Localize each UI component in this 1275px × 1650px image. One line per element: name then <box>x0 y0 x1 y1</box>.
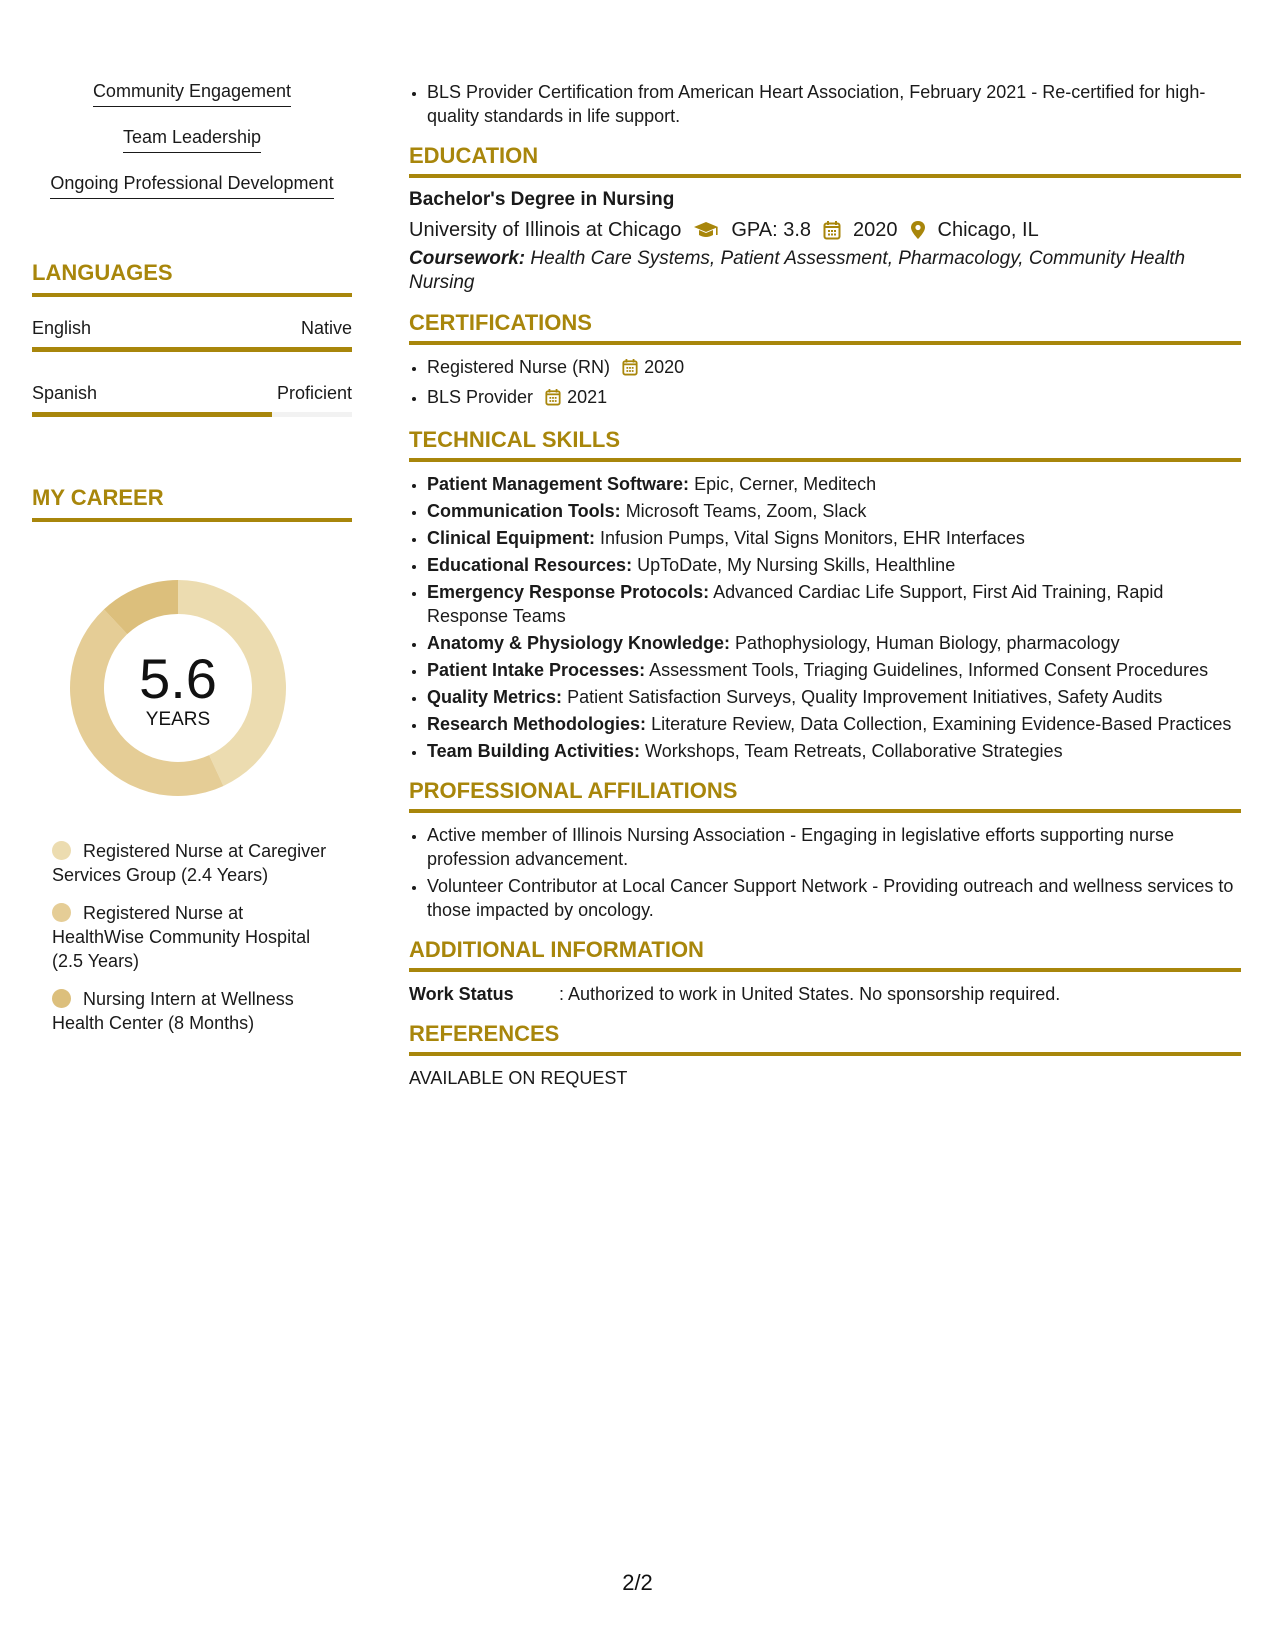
skill-value: Literature Review, Data Collection, Examining Evidence-Based Practices <box>651 714 1232 734</box>
location-pin-icon <box>910 220 926 240</box>
legend-item <box>52 839 332 887</box>
skill-value: Infusion Pumps, Vital Signs Monitors, EHR Interfaces <box>600 528 1025 548</box>
skill-label: Communication Tools: <box>427 501 621 521</box>
calendar-icon <box>622 358 638 382</box>
legend-dot <box>52 903 71 922</box>
skill-item <box>427 739 1241 763</box>
language-bar <box>32 347 352 352</box>
language-bar-fill <box>32 412 272 417</box>
skill-label: Clinical Equipment: <box>427 528 596 548</box>
skill-value: UpToDate, My Nursing Skills, Healthline <box>637 555 956 575</box>
section-rule <box>32 293 352 297</box>
career-section <box>32 485 352 522</box>
skill-label: Educational Resources: <box>427 555 633 575</box>
language-item <box>32 382 352 417</box>
certification-item <box>427 385 1241 412</box>
skill-label: Patient Management Software: <box>427 474 690 494</box>
education-title: EDUCATION <box>409 143 539 168</box>
skill-value: Pathophysiology, Human Biology, pharmacology <box>735 633 1120 653</box>
legend-label: Registered Nurse at HealthWise Community Hospital (2.5 Years) <box>52 903 311 971</box>
legend-item <box>52 901 332 973</box>
career-total: 5.6 <box>139 647 217 710</box>
skill-item <box>427 631 1241 655</box>
certification-item <box>427 355 1241 382</box>
language-bar <box>32 412 352 417</box>
coursework-text: Health Care Systems, Patient Assessment, Pharmacology, Community Health Nursing <box>409 248 1186 293</box>
section-rule <box>32 518 352 522</box>
calendar-icon <box>823 220 841 240</box>
technical-skills-title: TECHNICAL SKILLS <box>409 427 621 452</box>
legend-label: Registered Nurse at Caregiver Services Group (2.4 Years) <box>52 841 327 885</box>
calendar-icon <box>545 388 561 412</box>
legend-dot <box>52 841 71 860</box>
references-title: REFERENCES <box>409 1021 560 1046</box>
career-title: MY CAREER <box>32 485 164 510</box>
degree-name: Bachelor's Degree in Nursing <box>409 189 675 210</box>
coursework <box>409 247 1241 295</box>
legend-label: Nursing Intern at Wellness Health Center (8 Months) <box>52 989 294 1033</box>
languages-title: LANGUAGES <box>32 260 173 285</box>
additional-info-section <box>409 936 1241 1006</box>
skill-item <box>427 526 1241 550</box>
affiliations-title: PROFESSIONAL AFFILIATIONS <box>409 778 738 803</box>
coursework-label: Coursework: <box>409 248 526 269</box>
skill-label: Research Methodologies: <box>427 714 647 734</box>
work-status-value: : Authorized to work in United States. No sponsorship required. <box>559 984 1061 1004</box>
skill-value: Patient Satisfaction Surveys, Quality Improvement Initiatives, Safety Audits <box>567 687 1163 707</box>
skill-label: Team Building Activities: <box>427 741 641 761</box>
career-unit: YEARS <box>145 709 211 730</box>
legend-item <box>52 987 332 1035</box>
language-item <box>32 317 352 352</box>
certification-name: Registered Nurse (RN) <box>427 357 611 377</box>
references-section <box>409 1020 1241 1090</box>
gpa: GPA: 3.8 <box>731 219 812 241</box>
skill-tag: Team Leadership <box>123 126 261 153</box>
skill-label: Anatomy & Physiology Knowledge: <box>427 633 731 653</box>
work-status-label: Work Status <box>409 984 514 1004</box>
language-name: Spanish <box>32 383 98 403</box>
additional-info-title: ADDITIONAL INFORMATION <box>409 937 704 962</box>
skill-label: Quality Metrics: <box>427 687 563 707</box>
affiliation-item: • Active member of Illinois Nursing Association - Engaging in legislative efforts supporting nurse profession advancement. <box>427 823 1241 871</box>
skill-tag: Community Engagement <box>93 80 291 107</box>
graduation-year: 2020 <box>853 219 898 241</box>
skill-value: Microsoft Teams, Zoom, Slack <box>625 501 867 521</box>
section-rule <box>409 458 1241 462</box>
education-meta <box>409 216 1241 244</box>
graduation-cap-icon <box>693 220 719 240</box>
section-rule <box>409 174 1241 178</box>
certification-year: 2020 <box>644 357 685 377</box>
skill-value: Epic, Cerner, Meditech <box>694 474 877 494</box>
certification-year: 2021 <box>567 387 608 407</box>
language-level: Proficient <box>276 383 352 403</box>
certification-name: BLS Provider <box>427 387 534 407</box>
affiliation-item: • Volunteer Contributor at Local Cancer Support Network - Providing outreach and wellness services to those impacted by oncology. <box>427 874 1241 922</box>
page-number: 2/2 <box>622 1570 653 1595</box>
skill-item <box>427 553 1241 577</box>
language-level: Native <box>300 318 352 338</box>
skill-tags <box>32 80 352 218</box>
legend-dot <box>52 989 71 1008</box>
skill-item <box>427 499 1241 523</box>
section-rule <box>409 809 1241 813</box>
section-rule <box>409 968 1241 972</box>
skill-item <box>427 658 1241 682</box>
section-rule <box>409 1052 1241 1056</box>
career-legend <box>52 839 332 1049</box>
skill-item <box>427 472 1241 496</box>
education-section <box>409 142 1241 295</box>
skill-item <box>427 685 1241 709</box>
skill-value: Workshops, Team Retreats, Collaborative Strategies <box>645 741 1063 761</box>
right-column <box>409 80 1241 1090</box>
language-name: English <box>32 318 92 338</box>
left-column <box>32 80 352 1033</box>
skill-item <box>427 712 1241 736</box>
continued-list <box>409 80 1241 128</box>
language-bar-fill <box>32 347 352 352</box>
work-status-row <box>409 982 1241 1006</box>
affiliations-section <box>409 777 1241 922</box>
certifications-title: CERTIFICATIONS <box>409 310 592 335</box>
skill-label: Patient Intake Processes: <box>427 660 646 680</box>
skill-tag: Ongoing Professional Development <box>50 172 333 199</box>
school-name: University of Illinois at Chicago <box>409 219 682 241</box>
technical-skills-section <box>409 426 1241 763</box>
skill-value: Advanced Cardiac Life Support, First Aid Training, Rapid Response Teams <box>427 582 1164 626</box>
certifications-section <box>409 309 1241 412</box>
references-text: AVAILABLE ON REQUEST <box>409 1068 628 1088</box>
section-rule <box>409 341 1241 345</box>
skill-value: Assessment Tools, Triaging Guidelines, Informed Consent Procedures <box>649 660 1209 680</box>
career-donut-chart <box>66 576 290 800</box>
school-location: Chicago, IL <box>937 219 1039 241</box>
list-item: • BLS Provider Certification from American Heart Association, February 2021 - Re-certified for high-quality standards in life support. <box>427 80 1241 128</box>
skill-label: Emergency Response Protocols: <box>427 582 710 602</box>
skill-item <box>427 580 1241 628</box>
languages-section <box>32 260 352 417</box>
